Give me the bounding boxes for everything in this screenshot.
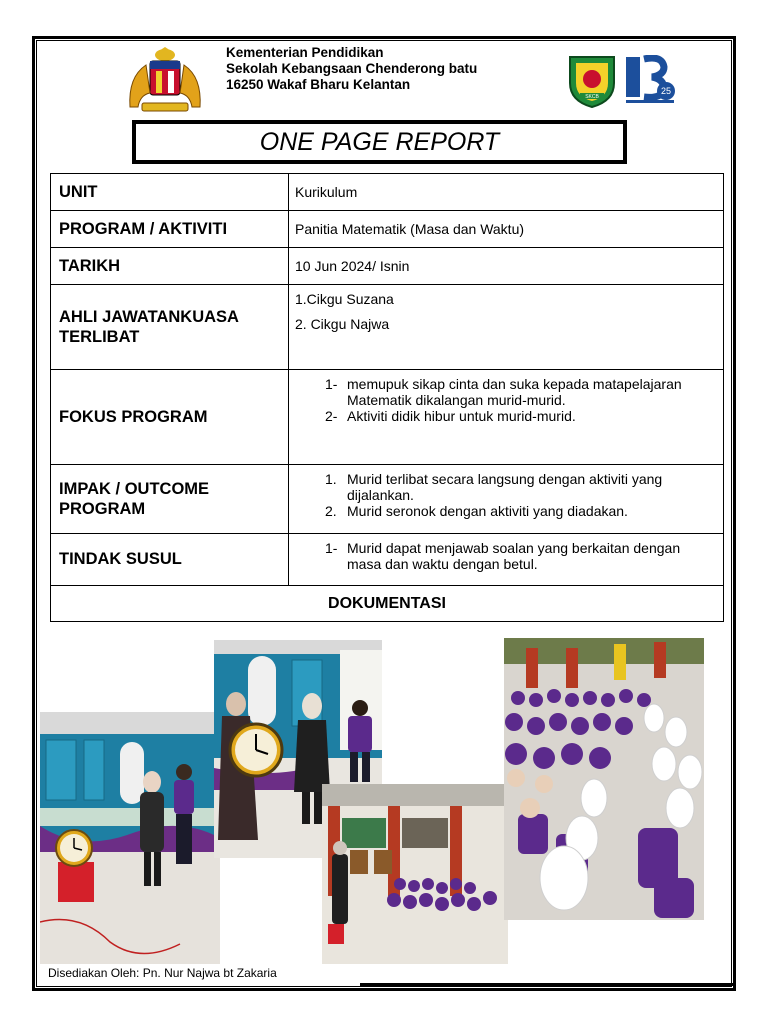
ahli-item: 1.Cikgu Suzana: [295, 291, 394, 307]
table-row-tindak: [51, 534, 724, 586]
row-label: [51, 285, 289, 370]
anniversary-25-logo-icon: [624, 55, 676, 107]
anniversary-number: 25: [660, 86, 672, 96]
ahli-label: AHLI JAWATANKUASA TERLIBAT: [59, 308, 239, 346]
row-value: [289, 465, 724, 534]
header-line-address: 16250 Wakaf Bharu Kelantan: [226, 77, 411, 92]
table-row-unit: [51, 174, 724, 211]
coat-of-arms-icon: [126, 47, 204, 113]
row-label: FOKUS PROGRAM: [51, 370, 289, 465]
list-item: 1- memupuk sikap cinta dan suka kepada matapelajaran Matematik dikalangan murid-murid.: [325, 376, 682, 408]
row-label: TARIKH: [51, 248, 289, 285]
school-badge-text: SKCB: [585, 94, 599, 100]
dokumentasi-heading: DOKUMENTASI: [51, 586, 724, 622]
prepared-by: Disediakan Oleh: Pn. Nur Najwa bt Zakaria: [48, 966, 277, 980]
row-value: [289, 285, 724, 370]
row-value: 10 Jun 2024/ Isnin: [289, 248, 724, 285]
school-badge-icon: [566, 53, 618, 109]
row-label: TINDAK SUSUL: [51, 534, 289, 586]
list-item: 2. Murid seronok dengan aktiviti yang diadakan.: [325, 503, 628, 519]
row-value: [289, 534, 724, 586]
header-line-school: Sekolah Kebangsaan Chenderong batu: [226, 61, 478, 76]
impak-label: IMPAK / OUTCOME PROGRAM: [59, 480, 210, 518]
photo-hall-seated: [322, 784, 508, 964]
table-row-ahli: [51, 285, 724, 370]
header-line-ministry: Kementerian Pendidikan: [226, 45, 384, 60]
row-value: Kurikulum: [289, 174, 724, 211]
row-label: PROGRAM / AKTIVITI: [51, 211, 289, 248]
list-item: 1- Murid dapat menjawab soalan yang berkaitan dengan masa dan waktu dengan betul.: [325, 540, 681, 572]
photo-pupils-assembly: [504, 638, 704, 920]
table-row-program: [51, 211, 724, 248]
list-item: 2- Aktiviti didik hibur untuk murid-murid.: [325, 408, 576, 424]
report-title: ONE PAGE REPORT: [132, 120, 627, 164]
row-label: UNIT: [51, 174, 289, 211]
table-row-impak: [51, 465, 724, 534]
table-row-fokus: [51, 370, 724, 465]
school-header: [226, 45, 477, 93]
row-value: Panitia Matematik (Masa dan Waktu): [289, 211, 724, 248]
report-table: [50, 173, 724, 622]
table-row-tarikh: [51, 248, 724, 285]
ahli-item: 2. Cikgu Najwa: [295, 316, 390, 332]
footer-divider: [360, 983, 736, 986]
photo-teacher-clock: [40, 712, 220, 964]
row-label: [51, 465, 289, 534]
table-row-dokumentasi: [51, 586, 724, 622]
row-value: [289, 370, 724, 465]
list-item: 1. Murid terlibat secara langsung dengan aktiviti yang dijalankan.: [325, 471, 663, 503]
